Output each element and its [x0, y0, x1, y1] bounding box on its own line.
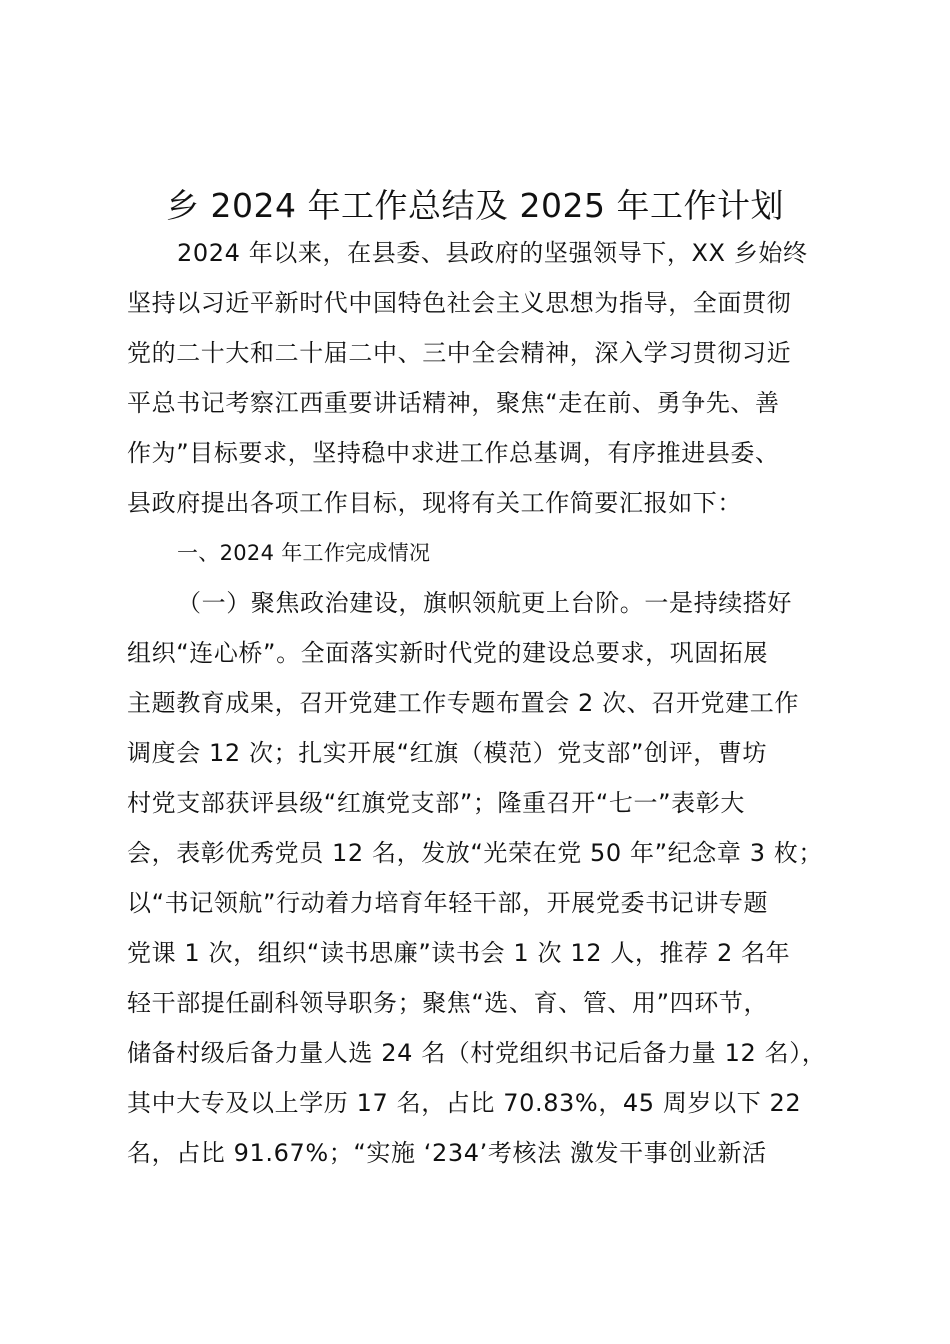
text-line: 以“书记领航”行动着力培育年轻干部，开展党委书记讲专题	[127, 889, 769, 917]
text-line: 党课 1 次，组织“读书思廉”读书会 1 次 12 人，推荐 2 名年	[127, 939, 791, 967]
document-title: 乡 2024 年工作总结及 2025 年工作计划	[166, 186, 784, 225]
text-line: 2024 年以来，在县委、县政府的坚强领导下，XX 乡始终	[177, 239, 808, 267]
intro-paragraph	[127, 228, 837, 528]
text-line: 调度会 12 次；扎实开展“红旗（模范）党支部”创评，曹坊	[127, 739, 768, 767]
text-line: 平总书记考察江西重要讲话精神，聚焦“走在前、勇争先、善	[127, 389, 780, 417]
text-line: （一）聚焦政治建设，旗帜领航更上台阶。一是持续搭好	[177, 589, 792, 617]
text-line: 坚持以习近平新时代中国特色社会主义思想为指导，全面贯彻	[127, 289, 792, 317]
section-heading	[127, 528, 837, 578]
text-line: 会，表彰优秀党员 12 名，发放“光荣在党 50 年”纪念章 3 枚；	[127, 839, 823, 867]
text-line: 作为”目标要求，坚持稳中求进工作总基调，有序推进县委、	[127, 439, 780, 467]
text-line: 主题教育成果，召开党建工作专题布置会 2 次、召开党建工作	[127, 689, 799, 717]
text-line: 组织“连心桥”。全面落实新时代党的建设总要求，巩固拓展	[127, 639, 769, 667]
document-body	[127, 228, 837, 1178]
text-line: 村党支部获评县级“红旗党支部”；隆重召开“七一”表彰大	[127, 789, 745, 817]
text-line: 储备村级后备力量人选 24 名（村党组织书记后备力量 12 名），	[127, 1039, 827, 1067]
text-line: 名，占比 91.67%；“实施 ‘234’考核法 激发干事创业新活	[127, 1139, 767, 1167]
text-line: 轻干部提任副科领导职务；聚焦“选、育、管、用”四环节，	[127, 989, 769, 1017]
text-line: 县政府提出各项工作目标，现将有关工作简要汇报如下：	[127, 489, 742, 517]
text-line: 其中大专及以上学历 17 名，占比 70.83%，45 周岁以下 22	[127, 1089, 802, 1117]
text-line: 党的二十大和二十届二中、三中全会精神，深入学习贯彻习近	[127, 339, 792, 367]
section-heading-text: 一、2024 年工作完成情况	[177, 541, 431, 565]
subsection-paragraph	[127, 578, 837, 1178]
